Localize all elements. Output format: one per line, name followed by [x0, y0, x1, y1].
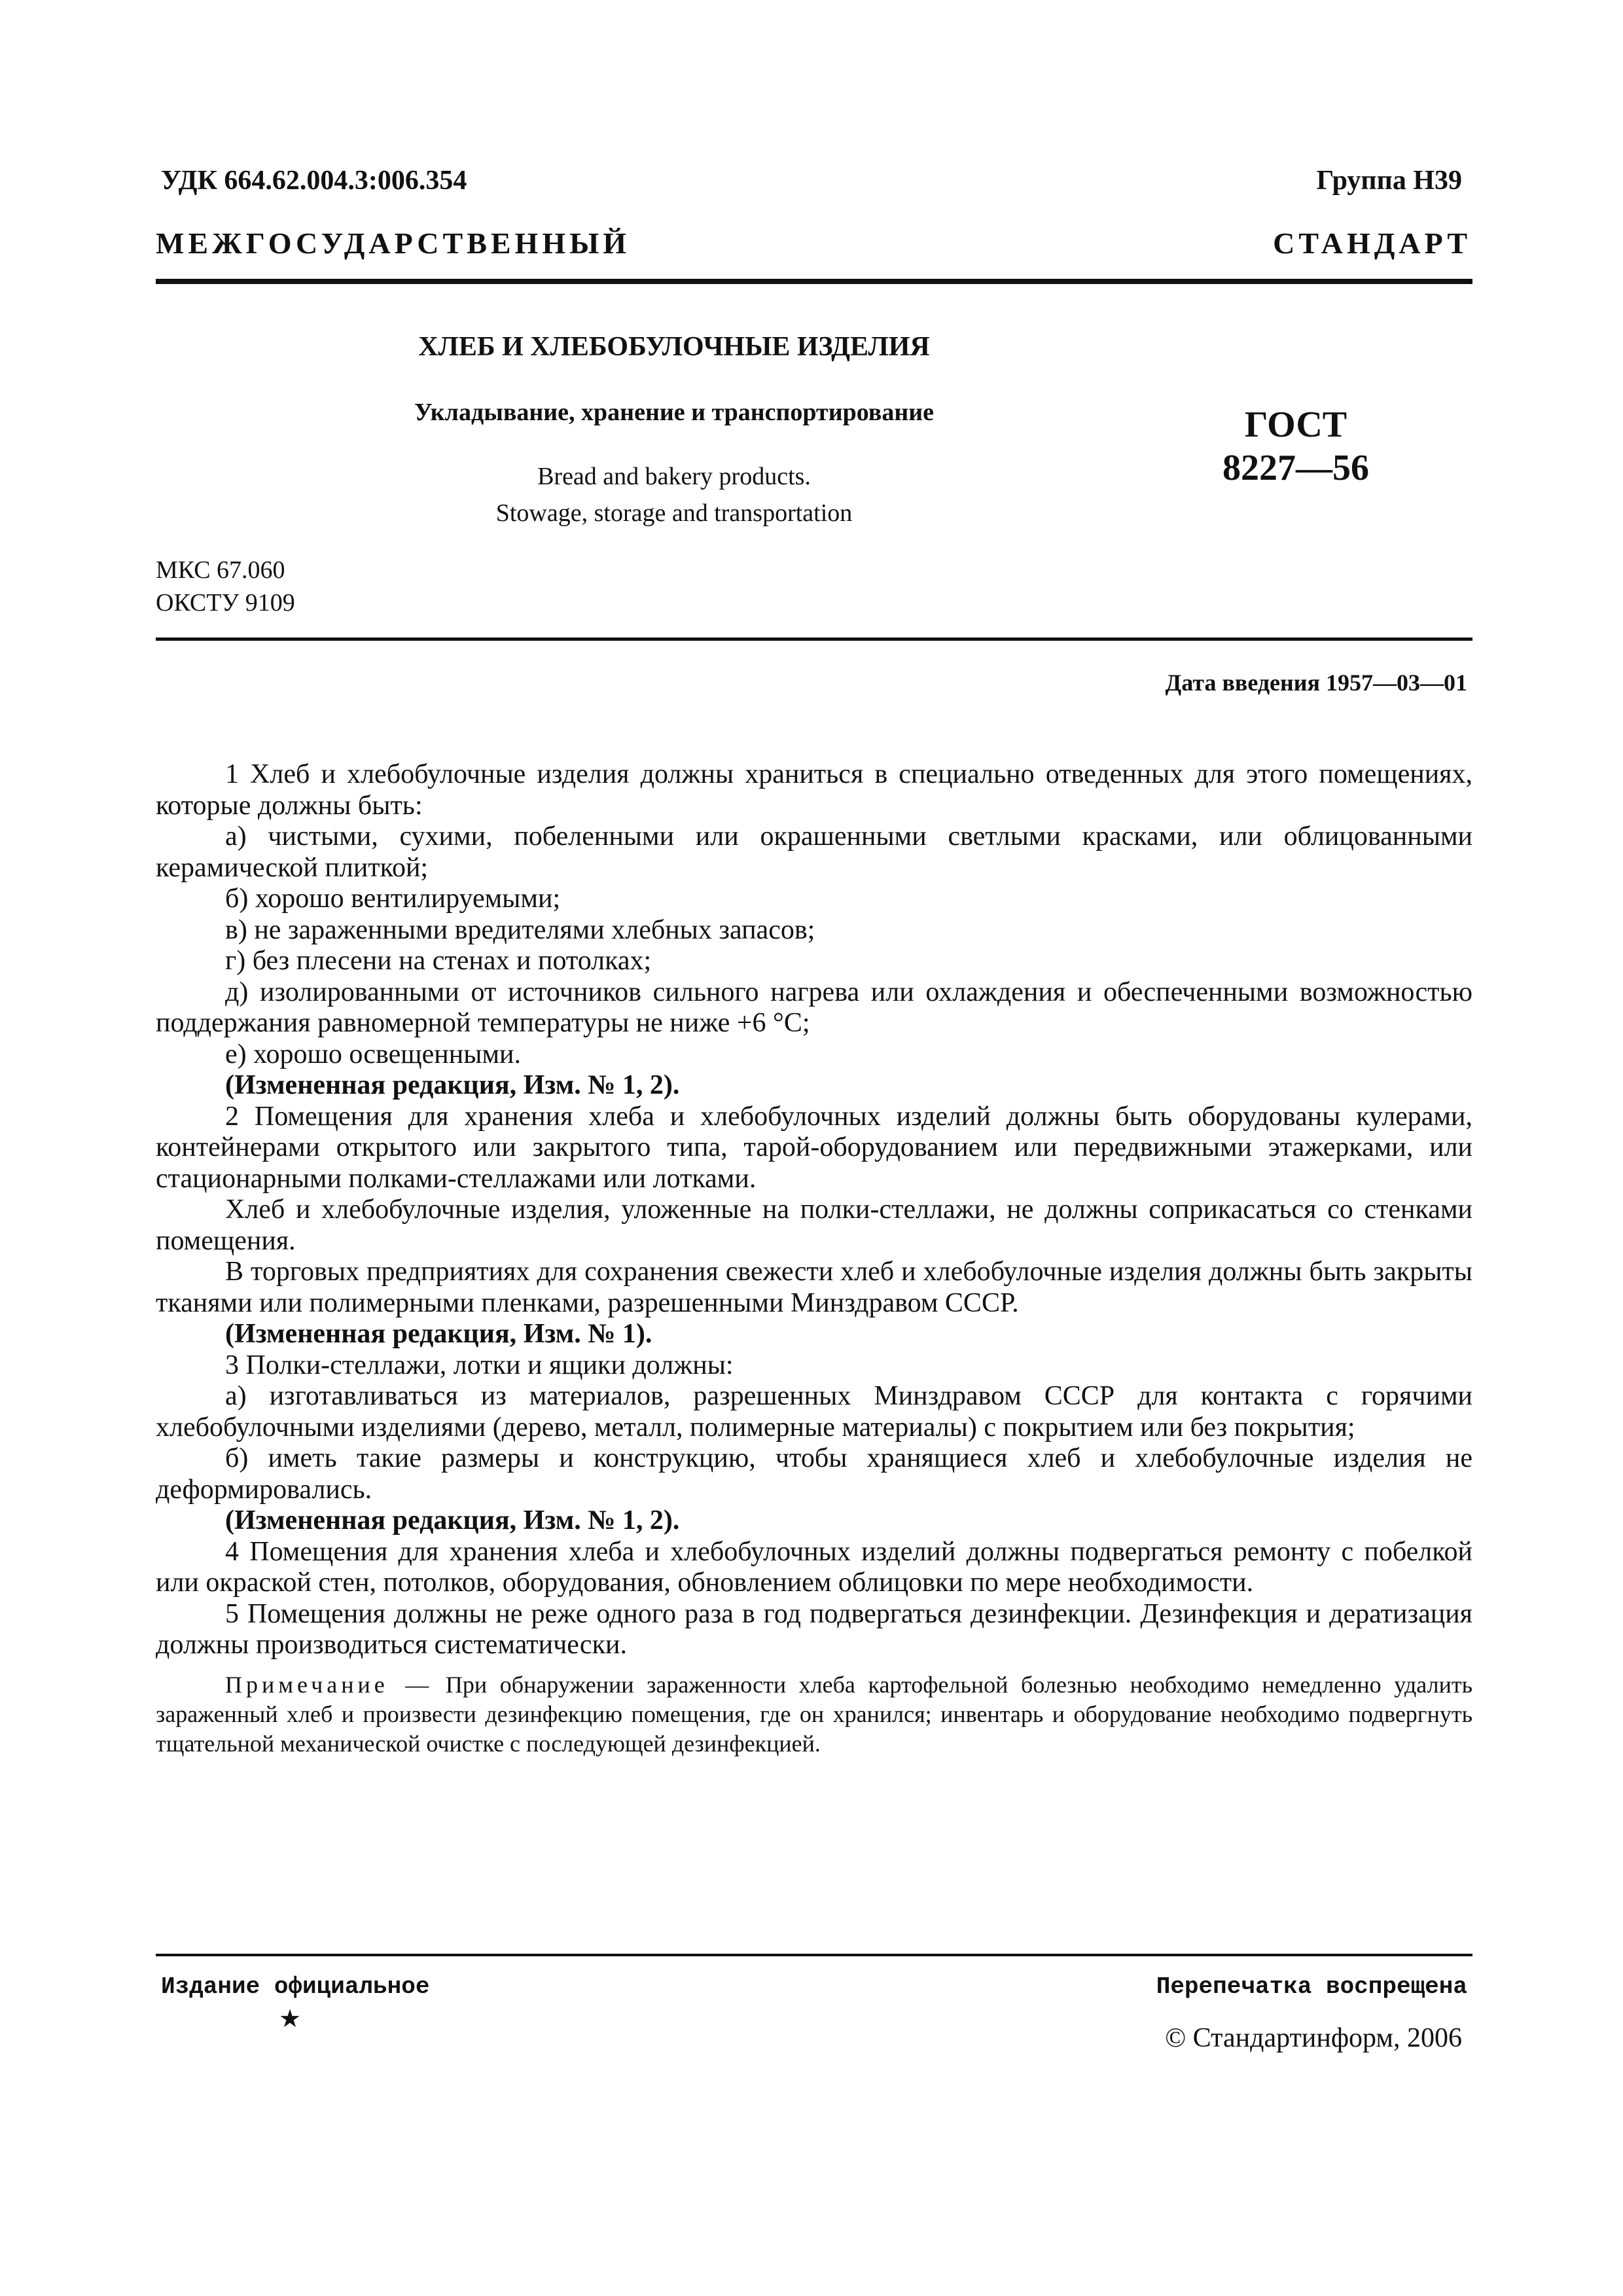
- udk-code: УДК 664.62.004.3:006.354: [161, 166, 467, 196]
- okstu-code: ОКСТУ 9109: [156, 589, 295, 617]
- english-title: [262, 458, 1086, 531]
- title-divider: [156, 637, 1472, 641]
- clause-3-a: а) изготавливаться из материалов, разрешенных Минздравом СССР для контакта с горячими хлебобулочными изделиями (дерево, металл, полимерные материалы) с покрытием или без покрытия;: [156, 1381, 1472, 1443]
- introduction-date: Дата введения 1957—03—01: [1165, 670, 1467, 696]
- copyright: © Стандартинформ, 2006: [1165, 2023, 1462, 2053]
- document-subtitle: Укладывание, хранение и транспортирование: [414, 399, 934, 426]
- english-title-line-1: Bread and bakery products.: [537, 463, 811, 490]
- note-label: Примечание —: [225, 1671, 433, 1698]
- gost-number: 8227—56: [1222, 448, 1369, 488]
- clause-1: 1 Хлеб и хлебобулочные изделия должны храниться в специально отведенных для этого помещениях, которые должны быть:: [156, 759, 1472, 821]
- clause-1-b: б) хорошо вентилируемыми;: [225, 884, 561, 914]
- clause-4: 4 Помещения для хранения хлеба и хлебобулочных изделий должны подвергаться ремонту с побелкой или окраской стен, потолков, оборудования, обновлением облицовки по мере необходимости.: [156, 1536, 1472, 1598]
- clause-1-c: в) не зараженными вредителями хлебных запасов;: [225, 914, 815, 945]
- standard-type-heading: МЕЖГОСУДАРСТВЕННЫЙ СТАНДАРТ: [156, 226, 1471, 260]
- revision-note-2: (Измененная редакция, Изм. № 1).: [225, 1319, 652, 1349]
- gost-label: ГОСТ: [1244, 404, 1347, 445]
- clause-1-e: д) изолированными от источников сильного нагрева или охлаждения и обеспеченными возможностью поддержания равномерной температуры не ниже +6 °С;: [156, 977, 1472, 1038]
- clause-2-b: Хлеб и хлебобулочные изделия, уложенные на полки-стеллажи, не должны соприкасаться со стенками помещения.: [156, 1194, 1472, 1256]
- revision-note-3: (Измененная редакция, Изм. № 1, 2).: [225, 1505, 680, 1535]
- gost-designation: [1139, 403, 1453, 490]
- revision-note-1: (Измененная редакция, Изм. № 1, 2).: [225, 1070, 680, 1100]
- english-title-line-2: Stowage, storage and transportation: [495, 499, 853, 527]
- classification-codes: [156, 554, 295, 619]
- note-text: При обнаружении зараженности хлеба картофельной болезнью необходимо немедленно удалить зараженный хлеб и произвести дезинфекцию помещения, где он хранился; инвентарь и оборудование необходимо подвергнуть тщательной механической очистке с последующей дезинфекцией.: [156, 1671, 1472, 1757]
- clause-1-a: а) чистыми, сухими, побеленными или окрашенными светлыми красками, или облицованными керамической плиткой;: [156, 821, 1472, 883]
- footer-divider: [156, 1954, 1472, 1956]
- official-edition: Издание официальное: [161, 1973, 430, 2000]
- star-icon: ★: [279, 2005, 302, 2033]
- document-title: ХЛЕБ И ХЛЕБОБУЛОЧНЫЕ ИЗДЕЛИЯ: [418, 332, 930, 362]
- clause-3-b: б) иметь такие размеры и конструкцию, чтобы хранящиеся хлеб и хлебобулочные изделия не деформировались.: [156, 1443, 1472, 1505]
- header-divider: [156, 279, 1472, 284]
- clause-5: 5 Помещения должны не реже одного раза в год подвергаться дезинфекции. Дезинфекция и дератизация должны производиться систематически.: [156, 1598, 1472, 1660]
- mks-code: МКС 67.060: [156, 556, 285, 584]
- clause-1-f: е) хорошо освещенными.: [225, 1039, 521, 1069]
- group-code: Группа Н39: [1316, 166, 1462, 196]
- reprint-prohibited: Перепечатка воспрещена: [1156, 1973, 1467, 2000]
- clause-2-c: В торговых предприятиях для сохранения свежести хлеб и хлебобулочные изделия должны быть закрыты тканями или полимерными пленками, разрешенными Минздравом СССР.: [156, 1257, 1472, 1318]
- note-paragraph: [156, 1670, 1472, 1759]
- clause-2: 2 Помещения для хранения хлеба и хлебобулочных изделий должны быть оборудованы кулерами, контейнерами открытого или закрытого типа, тарой-оборудованием или передвижными этажерками, или стационарными полками-стеллажами или лотками.: [156, 1101, 1472, 1194]
- clause-3: 3 Полки-стеллажи, лотки и ящики должны:: [225, 1350, 734, 1380]
- clause-1-d: г) без плесени на стенах и потолках;: [225, 946, 652, 976]
- document-body: [156, 759, 1472, 1759]
